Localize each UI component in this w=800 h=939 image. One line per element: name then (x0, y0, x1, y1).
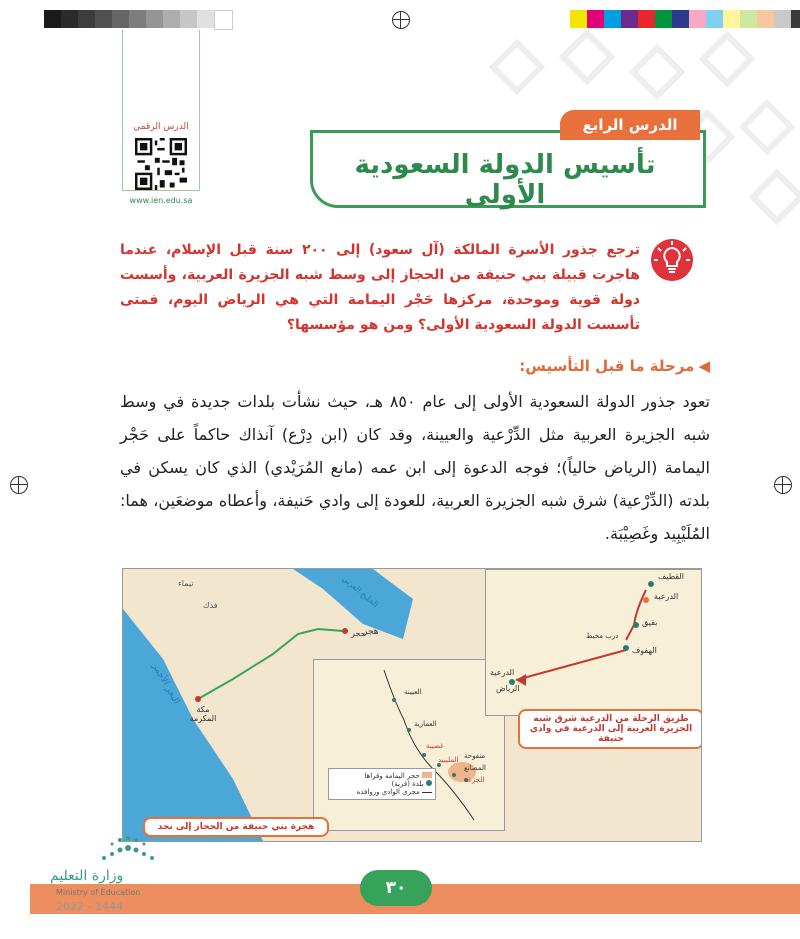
detail-label-jazeerah: الجزعة (464, 776, 485, 784)
map-label-hajar: هجر (363, 627, 379, 637)
registration-mark-right (774, 476, 792, 494)
digital-lesson-label: الدرس الرقمي (133, 122, 189, 132)
ministry-name-ar: وزارة التعليم (50, 868, 124, 884)
inset-label-qatif: القطيف (658, 572, 684, 581)
detail-label-ammariyah: العمارية (414, 720, 437, 728)
detail-label-mulaybid: المليبيد (438, 756, 459, 764)
map-label-makkah: مكة المكرمة (189, 705, 217, 723)
inset-label-hofuf: الهفوف (632, 646, 657, 655)
registration-mark-left (10, 476, 28, 494)
wadi-hanifa-inset (313, 659, 505, 831)
journey-map-caption: طريق الرحلة من الدرعية شرق شبه الجزيرة العربية إلى الدرعية في وادي حنيفة (518, 709, 702, 749)
legend-item: حجر اليمامة وقراها (332, 772, 432, 780)
detail-label-ghasiba: غصيبة (426, 742, 444, 750)
detail-label-uyaynah: العيينة (404, 688, 422, 696)
ministry-logo-icon (100, 830, 156, 866)
chevron-left-icon: ◀ (698, 357, 710, 375)
body-paragraph: تعود جذور الدولة السعودية الأولى إلى عام ٨٥٠ هـ، حيث نشأت بلدات جديدة في وسط شبه الجزيرة العربية مثل الدِّرْعية والعيينة، وقد كان (ابن دِرْع) آنذاك حاكماً على حَجْر اليمامة (الرياض حالياً)؛ فوجه الدعوة إلى ابن عمه (مانع المُرَيْدي) الذي كان يسكن في بلدته (الدِّرْعية) شرق شبه الجزيرة العربية، للعودة إلى وادي حَنيفة، وأعطاه موضعَين، هما: المُلَيْبِيد وغَصِيْبَة. (120, 392, 710, 543)
registration-mark-top (392, 11, 410, 29)
edition-year: 2022 - 1444 (56, 900, 123, 913)
migration-map (122, 568, 702, 842)
inset-label-buqayq: بقيق (642, 618, 658, 627)
map-label-taima: تيماء (178, 579, 194, 588)
inset-label-riyadh: الرياض (496, 684, 520, 693)
map-label-fadak: فدك (203, 601, 218, 610)
legend-item: مجرى الوادي وروافده (332, 788, 432, 796)
lightbulb-icon (650, 238, 694, 282)
page-number: ٣٠ (360, 870, 432, 906)
qr-code-icon[interactable] (135, 138, 187, 190)
section-heading-label: مرحلة ما قبل التأسيس: (519, 357, 695, 375)
inset-label-diriyah: الدرعية (490, 668, 515, 677)
section-heading (420, 357, 710, 375)
map-legend (328, 768, 436, 800)
detail-label-masana: المصانع (464, 764, 487, 772)
inset-label-dirb: درب مخيط (586, 632, 619, 640)
legend-item: بلدة (قرية) (332, 780, 432, 788)
intro-question-text: ترجع جذور الأسرة المالكة (آل سعود) إلى ٢٠٠ سنة قبل الإسلام، عندما هاجرت قبيلة بني حنيفة من الحجاز إلى وسط شبه الجزيرة العربية، وأسست دولة قوية وموحدة، مركزها حَجْر اليمامة التي هي الرياض اليوم، فمتى تأسست الدولة السعودية الأولى؟ ومن هو مؤسسها؟ (120, 242, 640, 333)
map-label-gulf: الخليج العربي (340, 573, 381, 610)
migration-map-caption: هجرة بني حنيفة من الحجاز إلى نجد (143, 817, 329, 837)
digital-lesson-panel (122, 30, 200, 205)
inset-label-diriyah-east: الدرعية (654, 592, 679, 601)
lesson-number-tab: الدرس الرابع (560, 110, 700, 140)
print-color-bar (570, 10, 800, 28)
digital-lesson-url[interactable]: www.ien.edu.sa (129, 196, 193, 205)
wadi-hanifa-river (314, 660, 504, 830)
map-label-hijr: حجر (351, 629, 366, 638)
map-label-red-sea: البحر الأحمر (149, 662, 182, 706)
ministry-name-en: Ministry of Education (56, 888, 141, 897)
journey-inset (485, 569, 702, 716)
print-grayscale-bar (44, 10, 233, 28)
lesson-title: تأسيس الدولة السعودية الأولى (354, 150, 656, 210)
detail-label-manfuhah: منفوحة (464, 752, 486, 760)
